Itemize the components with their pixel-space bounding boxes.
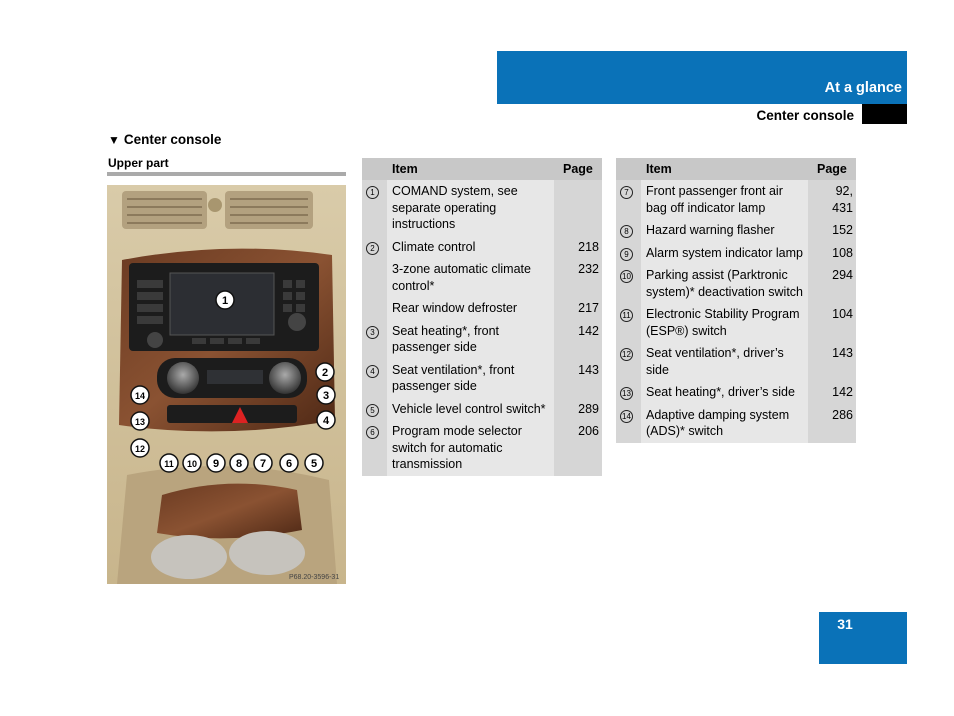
callout-label: 4: [322, 415, 330, 427]
callout-label: 10: [186, 459, 198, 469]
item-number-circle: 3: [366, 326, 379, 339]
item-number: [616, 303, 641, 342]
table-row: [616, 342, 856, 381]
section-title: [108, 132, 221, 147]
item-header: Item: [641, 158, 808, 180]
table-row: [616, 381, 856, 404]
item-number: [616, 404, 641, 443]
item-number-circle: 13: [620, 387, 633, 400]
table-row: [616, 303, 856, 342]
page-number-box: [819, 612, 907, 664]
callout-label: 5: [310, 458, 318, 470]
item-page: 289: [554, 398, 602, 421]
item-number: [616, 342, 641, 381]
item-number: [616, 381, 641, 404]
item-page: 294: [808, 264, 856, 303]
table-row: [362, 420, 602, 476]
item-page: 232: [554, 258, 602, 297]
item-text: Front passenger front air bag off indicator lamp: [641, 180, 808, 219]
table-row: [616, 219, 856, 242]
item-number-circle: 12: [620, 348, 633, 361]
item-page: 142: [554, 320, 602, 359]
item-number: [616, 242, 641, 265]
table-header-row: [616, 158, 856, 180]
item-text: Seat ventilation*, driver’s side: [641, 342, 808, 381]
callout-label: 2: [321, 367, 329, 379]
header-subsection-title: Center console: [756, 108, 854, 123]
item-number: [616, 219, 641, 242]
item-number-circle: 5: [366, 404, 379, 417]
item-number: [362, 297, 387, 320]
table-row: [616, 264, 856, 303]
table-row: [362, 236, 602, 259]
item-page: 152: [808, 219, 856, 242]
header-marker: [862, 104, 907, 124]
item-text: Electronic Stability Program (ESP®) switch: [641, 303, 808, 342]
item-page: 104: [808, 303, 856, 342]
section-title-text: Center console: [123, 132, 222, 147]
item-page: 218: [554, 236, 602, 259]
table-row: [362, 359, 602, 398]
callout-label: 3: [322, 390, 330, 402]
callout-label: 11: [164, 459, 174, 469]
item-text: Alarm system indicator lamp: [641, 242, 808, 265]
item-text: Seat ventilation*, front passenger side: [387, 359, 554, 398]
item-number-circle: 7: [620, 186, 633, 199]
table-row: [362, 258, 602, 297]
table-header-row: [362, 158, 602, 180]
table-row: [362, 180, 602, 236]
item-number: [362, 258, 387, 297]
item-page: 142: [808, 381, 856, 404]
item-text: Adaptive damping system (ADS)* switch: [641, 404, 808, 443]
callout-label: 8: [235, 458, 243, 470]
item-number: [362, 420, 387, 476]
item-page: 206: [554, 420, 602, 476]
item-number: [362, 359, 387, 398]
item-text: Seat heating*, front passenger side: [387, 320, 554, 359]
triangle-down-icon: ▼: [108, 133, 120, 147]
item-page: 108: [808, 242, 856, 265]
item-page: 92, 431: [808, 180, 856, 219]
header-section-title: At a glance: [824, 80, 902, 96]
item-page: 217: [554, 297, 602, 320]
table-row: [362, 297, 602, 320]
item-number-circle: 2: [366, 242, 379, 255]
table-row: [362, 398, 602, 421]
callout-label: 7: [259, 458, 267, 470]
item-text: Parking assist (Parktronic system)* deactivation switch: [641, 264, 808, 303]
table-row: [616, 242, 856, 265]
item-number-circle: 9: [620, 248, 633, 261]
item-page: 143: [808, 342, 856, 381]
item-text: Rear window defroster: [387, 297, 554, 320]
item-text: Seat heating*, driver’s side: [641, 381, 808, 404]
item-page: [554, 180, 602, 236]
callout-label: 1: [221, 295, 229, 307]
item-text: 3-zone automatic climate control*: [387, 258, 554, 297]
item-text: COMAND system, see separate operating instructions: [387, 180, 554, 236]
item-page: 143: [554, 359, 602, 398]
item-number: [362, 180, 387, 236]
item-text: Hazard warning flasher: [641, 219, 808, 242]
page-header: Page: [554, 158, 602, 180]
item-number: [616, 264, 641, 303]
item-number-circle: 4: [366, 365, 379, 378]
table-row: [362, 320, 602, 359]
item-number: [362, 398, 387, 421]
item-text: Climate control: [387, 236, 554, 259]
right-item-table: [616, 158, 856, 443]
num-header: [362, 158, 387, 180]
callout-label: 6: [285, 458, 293, 470]
item-text: Vehicle level control switch*: [387, 398, 554, 421]
item-number: [362, 236, 387, 259]
figure-code: P68.20-3596-31: [289, 574, 340, 581]
item-number-circle: 10: [620, 270, 633, 283]
callout-label: 12: [134, 444, 146, 454]
item-number-circle: 11: [620, 309, 633, 322]
page-header: Page: [808, 158, 856, 180]
left-item-table: [362, 158, 602, 476]
item-number-circle: 6: [366, 426, 379, 439]
item-number-circle: 1: [366, 186, 379, 199]
item-number: [616, 180, 641, 219]
callout-label: 13: [134, 417, 146, 427]
sub-title: Upper part: [108, 156, 169, 170]
table-row: [616, 180, 856, 219]
table-row: [616, 404, 856, 443]
page-number: 31: [837, 616, 853, 632]
callout-label: 9: [212, 458, 220, 470]
item-number-circle: 8: [620, 225, 633, 238]
item-text: Program mode selector switch for automatic transmission: [387, 420, 554, 476]
item-number: [362, 320, 387, 359]
num-header: [616, 158, 641, 180]
item-header: Item: [387, 158, 554, 180]
sub-title-rule: [107, 172, 346, 176]
center-console-photo: [107, 185, 346, 584]
callout-label: 14: [134, 391, 146, 401]
header-bar: [497, 51, 907, 104]
item-page: 286: [808, 404, 856, 443]
item-number-circle: 14: [620, 410, 633, 423]
